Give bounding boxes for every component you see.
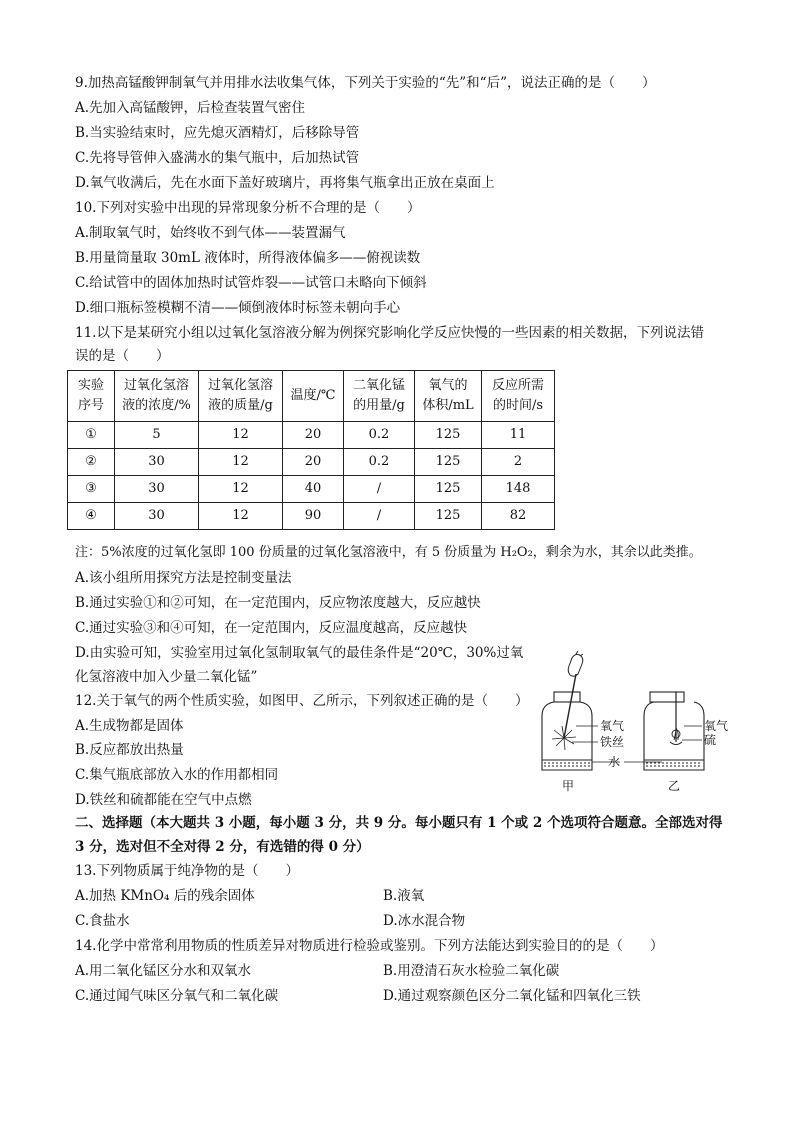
q13-option-c: C.食盐水	[75, 913, 130, 929]
q9-option-c: C.先将导管伸入盛满水的集气瓶中，后加热试管	[75, 150, 360, 166]
q11-option-b: B.通过实验①和②可知，在一定范围内，反应物浓度越大，反应越快	[75, 595, 481, 611]
table-cell: ②	[68, 449, 115, 476]
header-cell: 过氧化氢溶 液的浓度/%	[115, 371, 199, 422]
q10-stem: 10.下列对实验中出现的异常现象分析不合理的是（ ）	[75, 200, 421, 216]
table-row	[68, 449, 555, 476]
table-cell: 12	[199, 503, 283, 530]
table-cell: 11	[482, 422, 555, 449]
header-cell: 反应所需 的时间/s	[482, 371, 555, 422]
q9-stem: 9.加热高锰酸钾制氧气并用排水法收集气体，下列关于实验的“先”和“后”，说法正确的是（ ）	[75, 75, 656, 91]
label-oxygen-right: 氧气	[704, 719, 729, 733]
header-cell: 温度/℃	[283, 371, 344, 422]
table-cell: ③	[68, 476, 115, 503]
label-sulfur: 硫	[704, 733, 717, 747]
q14-option-d: D.通过观察颜色区分二氧化锰和四氧化三铁	[383, 988, 641, 1004]
section2-title-line1: 二、选择题（本大题共 3 小题，每小题 3 分，共 9 分。每小题只有 1 个或 2 个选项符合题意。全部选对得	[75, 815, 723, 831]
q9-option-d: D.氧气收满后，先在水面下盖好玻璃片，再将集气瓶拿出正放在桌面上	[75, 175, 495, 191]
table-cell: 2	[482, 449, 555, 476]
label-water: 水	[608, 755, 621, 769]
sparks-icon	[552, 726, 576, 750]
header-cell: 二氧化锰 的用量/g	[344, 371, 415, 422]
q11-note: 注：5%浓度的过氧化氢即 100 份质量的过氧化氢溶液中，有 5 份质量为 H₂O₂，剩余为水，其余以此类推。	[75, 545, 702, 560]
section2-title-line2: 3 分，选对但不全对得 2 分，有选错的得 0 分）	[75, 839, 370, 855]
header-cell: 过氧化氢溶 液的质量/g	[199, 371, 283, 422]
hand-icon	[568, 651, 583, 676]
table-row	[68, 422, 555, 449]
gas-jar-left-icon	[542, 692, 592, 770]
q12-option-b: B.反应都放出热量	[75, 742, 184, 758]
table-row	[68, 476, 555, 503]
table-cell: 30	[115, 449, 199, 476]
q11-stem-line1: 11.以下是某研究小组以过氧化氢溶液分解为例探究影响化学反应快慢的一些因素的相关数据，下列说法错	[75, 325, 704, 341]
table-cell: 30	[115, 476, 199, 503]
table-cell: 125	[415, 449, 482, 476]
label-oxygen-left: 氧气	[600, 719, 625, 733]
table-cell: ①	[68, 422, 115, 449]
q13-option-a: A.加热 KMnO₄ 后的残余固体	[75, 888, 255, 904]
header-cell: 实验 序号	[68, 371, 115, 422]
table-cell: 12	[199, 476, 283, 503]
table-cell: 40	[283, 476, 344, 503]
label-iron-wire: 铁丝	[600, 735, 625, 749]
q11-option-d-continued: 化氢溶液中加入少量二氧化锰”	[75, 669, 258, 685]
q11-option-d: D.由实验可知，实验室用过氧化氢制取氧气的最佳条件是“20℃，30%过氧	[75, 645, 524, 661]
table-cell: 12	[199, 422, 283, 449]
q12-option-d: D.铁丝和硫都能在空气中点燃	[75, 792, 252, 808]
table-cell: 125	[415, 503, 482, 530]
q13-option-d: D.冰水混合物	[383, 913, 466, 929]
q14-option-c: C.通过闻气味区分氧气和二氧化碳	[75, 988, 279, 1004]
header-cell: 氧气的 体积/mL	[415, 371, 482, 422]
q11-stem-line2: 误的是（ ）	[75, 348, 170, 364]
q11-option-c: C.通过实验③和④可知，在一定范围内，反应温度越高，反应越快	[75, 620, 468, 636]
table-cell: 30	[115, 503, 199, 530]
table-cell: ④	[68, 503, 115, 530]
q14-option-a: A.用二氧化锰区分水和双氧水	[75, 963, 252, 979]
q12-option-c: C.集气瓶底部放入水的作用都相同	[75, 767, 279, 783]
q10-option-d: D.细口瓶标签模糊不清——倾倒液体时标签未朝向手心	[75, 300, 401, 316]
q12-stem: 12.关于氧气的两个性质实验，如图甲、乙所示，下列叙述正确的是（ ）	[75, 693, 529, 709]
q14-option-b: B.用澄清石灰水检验二氧化碳	[383, 963, 560, 979]
q9-option-a: A.先加入高锰酸钾，后检查装置气密住	[75, 100, 306, 116]
q10-option-c: C.给试管中的固体加热时试管炸裂——试管口未略向下倾斜	[75, 275, 427, 291]
q12-option-a: A.生成物都是固体	[75, 718, 184, 734]
q11-option-a: A.该小组所用探究方法是控制变量法	[75, 570, 292, 586]
table-cell: /	[344, 476, 415, 503]
table-cell: 20	[283, 449, 344, 476]
table-cell: 125	[415, 476, 482, 503]
table-cell: 20	[283, 422, 344, 449]
table-cell: /	[344, 503, 415, 530]
q9-option-b: B.当实验结束时，应先熄灭酒精灯，后移除导管	[75, 125, 360, 141]
q10-option-b: B.用量筒量取 30mL 液体时，所得液体偏多——俯视读数	[75, 250, 421, 266]
iron-wire-icon	[564, 674, 576, 738]
table-cell: 82	[482, 503, 555, 530]
caption-jia: 甲	[562, 779, 575, 793]
table-row	[68, 503, 555, 530]
table-cell: 5	[115, 422, 199, 449]
oxygen-experiment-figure	[532, 650, 732, 795]
table-cell: 0.2	[344, 422, 415, 449]
table-header-row	[68, 371, 555, 422]
caption-yi: 乙	[668, 779, 681, 793]
q10-option-a: A.制取氧气时，始终收不到气体——装置漏气	[75, 225, 346, 241]
table-cell: 148	[482, 476, 555, 503]
q11-data-table	[67, 370, 555, 530]
q13-stem: 13.下列物质属于纯净物的是（ ）	[75, 863, 299, 879]
table-cell: 125	[415, 422, 482, 449]
table-cell: 12	[199, 449, 283, 476]
table-cell: 0.2	[344, 449, 415, 476]
q13-option-b: B.液氧	[383, 888, 425, 904]
table-cell: 90	[283, 503, 344, 530]
q14-stem: 14.化学中常常利用物质的性质差异对物质进行检验或鉴别。下列方法能达到实验目的的是（ ）	[75, 938, 664, 954]
